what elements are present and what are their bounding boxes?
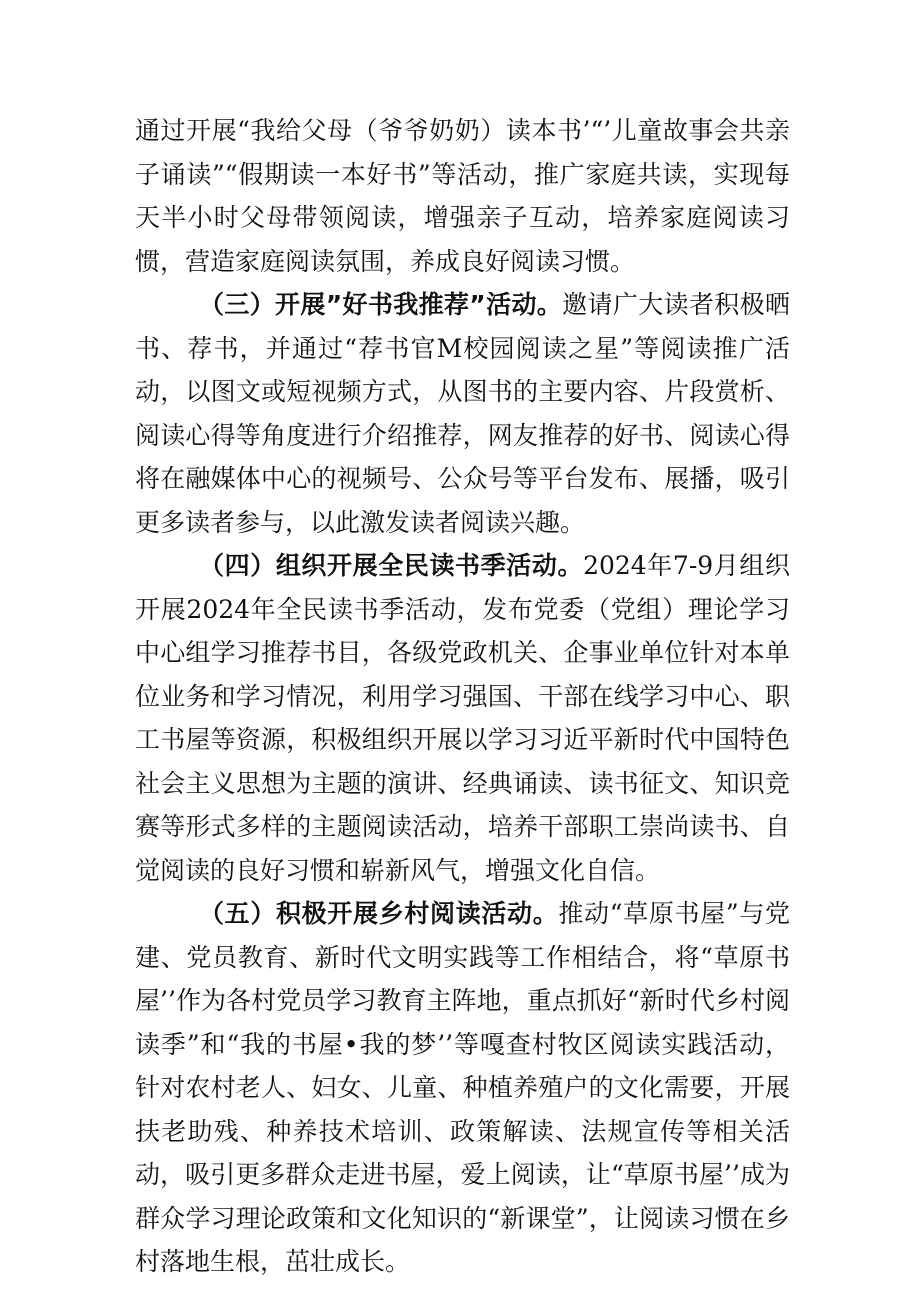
paragraph-family-reading (135, 109, 790, 283)
paragraph-book-recommendation (135, 283, 790, 544)
document-body (135, 109, 790, 1284)
paragraph-text: 通过开展“我给父母（爷爷奶奶）读本书’“’儿童故事会共亲子诵读”“假期读一本好书”等活动，推广家庭共读，实现每天半小时父母带领阅读，增强亲子互动，培养家庭阅读习惯，营造家庭阅读氛围，养成良好阅读习惯。 (135, 116, 790, 276)
section-heading-five: （五）积极开展乡村阅读活动。 (199, 899, 559, 928)
paragraph-text: 2024年7-9月组织开展2024年全民读书季活动，发布党委（党组）理论学习中心组学习推荐书目，各级党政机关、企事业单位针对本单位业务和学习情况，利用学习强国、干部在线学习中心、职工书屋等资源，积极组织开展以学习习近平新时代中国特色社会主义思想为主题的演讲、经典诵读、读书征文、知识竞赛等形式多样的主题阅读活动，培养干部职工崇尚读书、自觉阅读的良好习惯和崭新风气，增强文化自信。 (135, 551, 790, 885)
paragraph-text: 邀请广大读者积极晒书、荐书，并通过“荐书官M校园阅读之星”等阅读推广活动，以图文或短视频方式，从图书的主要内容、片段赏析、阅读心得等角度进行介绍推荐，网友推荐的好书、阅读心得将在融媒体中心的视频号、公众号等平台发布、展播，吸引更多读者参与，以此激发读者阅读兴趣。 (135, 290, 790, 537)
section-heading-three: （三）开展”好书我推荐”活动。 (199, 290, 563, 319)
section-heading-four: （四）组织开展全民读书季活动。 (199, 551, 584, 580)
paragraph-rural-reading (135, 892, 790, 1284)
paragraph-text: 推动“草原书屋”与党建、党员教育、新时代文明实践等工作相结合，将“草原书屋’’作为各村党员学习教育主阵地，重点抓好“新时代乡村阅读季”和“我的书屋•我的梦’’等嘎查村牧区阅读实践活动，针对农村老人、妇女、儿童、种植养殖户的文化需要，开展扶老助残、种养技术培训、政策解读、法规宣传等相关活动，吸引更多群众走进书屋，爱上阅读，让“草原书屋’’成为群众学习理论政策和文化知识的“新课堂”，让阅读习惯在乡村落地生根，茁壮成长。 (135, 899, 790, 1276)
paragraph-reading-season (135, 544, 790, 892)
